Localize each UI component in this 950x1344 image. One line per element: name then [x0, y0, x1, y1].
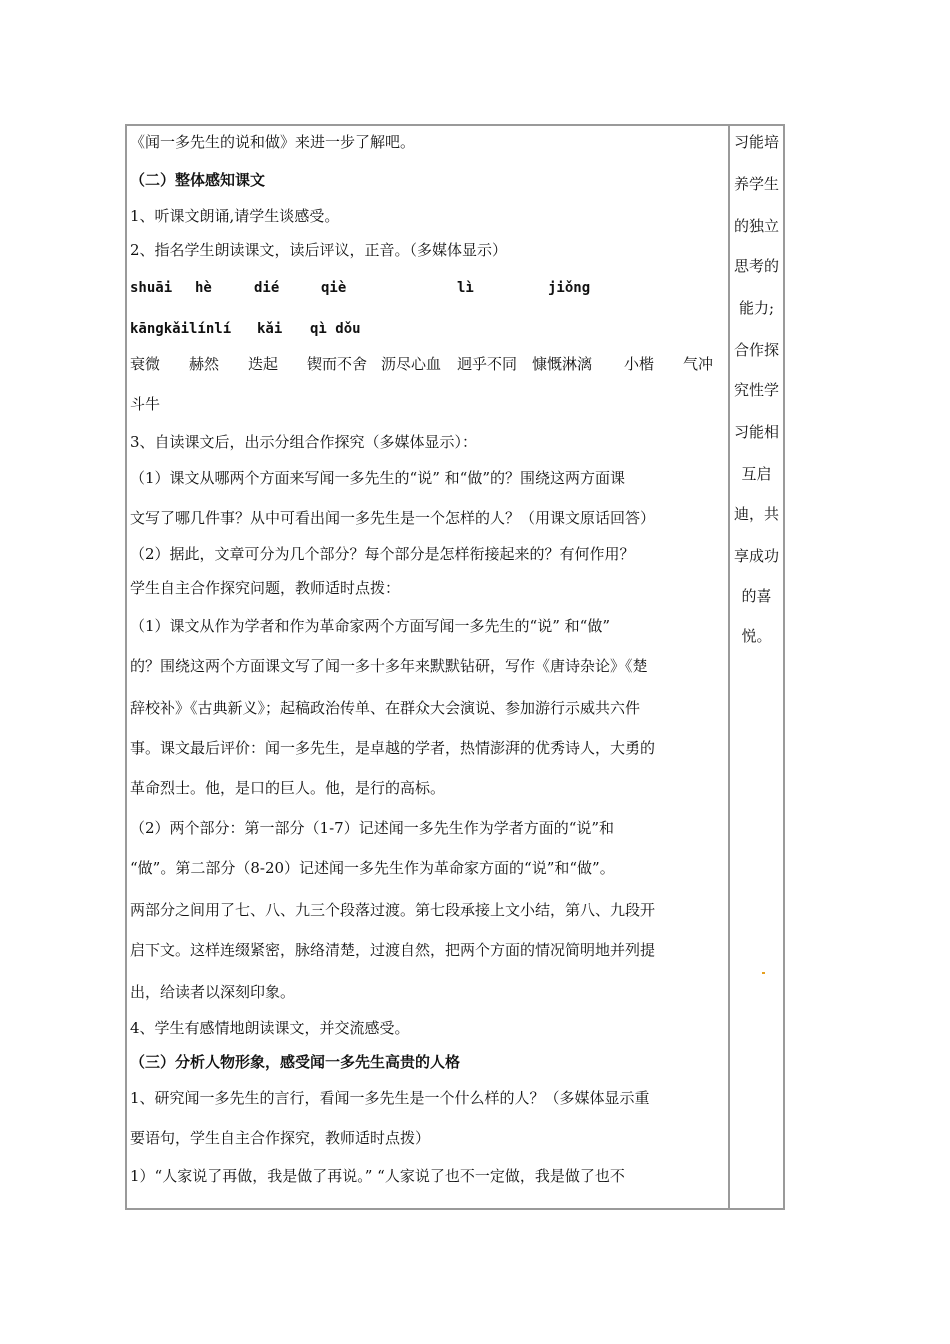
- side-text-line: 的喜: [741, 587, 772, 605]
- vocab-word: 慷慨淋漓: [532, 355, 593, 373]
- text-line: （1）课文从哪两个方面来写闻一多先生的“说” 和“做”的？围绕这两方面课: [130, 469, 625, 487]
- pinyin: kǎi: [257, 321, 283, 337]
- side-text-line: 互启: [741, 465, 772, 483]
- text-line: 辞校补》《古典新义》；起稿政治传单、在群众大会演说、参加游行示威共六件: [130, 699, 641, 717]
- text-line: 学生自主合作探究问题，教师适时点拨：: [130, 579, 401, 597]
- section-heading: （二）整体感知课文: [130, 171, 266, 189]
- pinyin: jiǒng: [548, 280, 591, 296]
- vocab-word: 小楷: [624, 355, 655, 373]
- text-line: 4、学生有感情地朗读课文，并交流感受。: [130, 1019, 410, 1037]
- pinyin: dié: [254, 280, 280, 296]
- pinyin: qì dǒu: [310, 321, 361, 337]
- vocab-word: 赫然: [189, 355, 220, 373]
- side-text-line: 合作探: [733, 341, 779, 359]
- text-line: 3、自读课文后，出示分组合作探究（多媒体显示）：: [130, 433, 478, 451]
- pinyin: shuāi: [130, 280, 173, 296]
- text-line: 要语句，学生自主合作探究，教师适时点拨）: [130, 1129, 431, 1147]
- lesson-content-cell: [127, 126, 730, 1208]
- vocab-word: 迥乎不同: [457, 355, 518, 373]
- side-text-line: 思考的: [733, 257, 779, 275]
- text-line: （1）课文从作为学者和作为革命家两个方面写闻一多先生的“说” 和“做”: [130, 617, 610, 635]
- pinyin: lì: [457, 280, 474, 296]
- text-line: 文写了哪几件事？从中可看出闻一多先生是一个怎样的人？（用课文原话回答）: [130, 509, 656, 527]
- text-line: 的？围绕这两个方面课文写了闻一多十多年来默默钻研，写作《唐诗杂论》《楚: [130, 657, 648, 675]
- vocab-word: 斗牛: [130, 395, 161, 413]
- text-line: 出，给读者以深刻印象。: [130, 983, 296, 1001]
- side-text-line: 究性学: [733, 381, 779, 399]
- vocab-word: 锲而不舍: [307, 355, 368, 373]
- text-line: 两部分之间用了七、八、九三个段落过渡。第七段承接上文小结，第八、九段开: [130, 901, 656, 919]
- side-text-line: 悦。: [741, 627, 772, 645]
- text-line: （2）两个部分：第一部分（1-7）记述闻一多先生作为学者方面的“说”和: [130, 819, 615, 837]
- text-line: 《闻一多先生的说和做》来进一步了解吧。: [130, 133, 416, 151]
- pinyin: kāngkǎilínlí: [130, 321, 232, 337]
- side-text-line: 习能相: [733, 423, 779, 441]
- section-heading: （三）分析人物形象，感受闻一多先生高贵的人格: [130, 1053, 461, 1071]
- design-intent-cell: [730, 126, 783, 1208]
- pinyin: qiè: [321, 280, 347, 296]
- side-text-line: 享成功: [733, 547, 779, 565]
- text-line: 事。课文最后评价：闻一多先生，是卓越的学者，热情澎湃的优秀诗人，大勇的: [130, 739, 656, 757]
- side-text-line: 能力;: [738, 299, 775, 317]
- text-line: 1、研究闻一多先生的言行，看闻一多先生是一个什么样的人？（多媒体显示重: [130, 1089, 650, 1107]
- text-line: 启下文。这样连缀紧密，脉络清楚，过渡自然，把两个方面的情况简明地并列提: [130, 941, 656, 959]
- pinyin: hè: [195, 280, 212, 296]
- side-text-line: 习能培: [733, 133, 779, 151]
- lesson-table: [125, 124, 785, 1210]
- vocab-word: 气冲: [683, 355, 714, 373]
- text-line: 2、指名学生朗读课文，读后评议，正音。（多媒体显示）: [130, 241, 508, 259]
- side-text-line: 的独立: [733, 217, 779, 235]
- stray-mark: [762, 972, 765, 974]
- side-text-line: 迪，共: [733, 505, 779, 523]
- text-line: 革命烈士。他，是口的巨人。他，是行的高标。: [130, 779, 446, 797]
- text-line: 1）“人家说了再做，我是做了再说。” “人家说了也不一定做，我是做了也不: [130, 1167, 625, 1185]
- text-line: “做”。第二部分（8-20）记述闻一多先生作为革命家方面的“说”和“做”。: [130, 859, 615, 877]
- vocab-word: 迭起: [248, 355, 279, 373]
- vocab-word: 沥尽心血: [381, 355, 442, 373]
- side-text-line: 养学生: [733, 175, 779, 193]
- text-line: （2）据此，文章可分为几个部分？每个部分是怎样衔接起来的？有何作用？: [130, 545, 635, 563]
- vocab-word: 衰微: [130, 355, 161, 373]
- text-line: 1、听课文朗诵,请学生谈感受。: [130, 207, 340, 225]
